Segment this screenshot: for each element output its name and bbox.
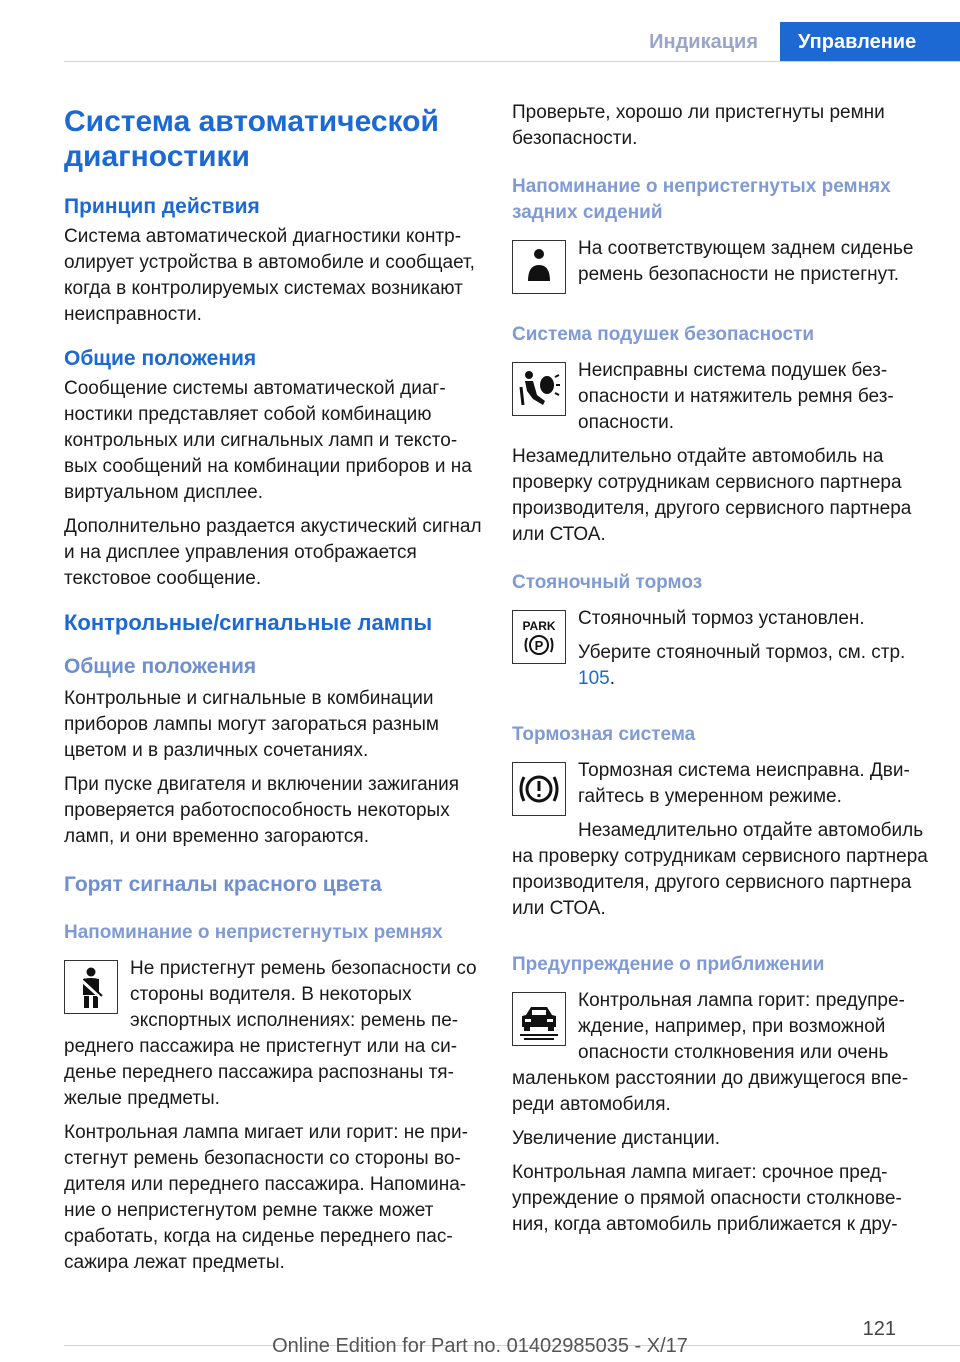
parking-brake-text-1: Стояночный тормоз установлен. bbox=[578, 608, 865, 629]
page-title: Система автоматической диагностики bbox=[64, 105, 439, 173]
seatbelt-person-icon bbox=[64, 960, 118, 1014]
svg-text:P: P bbox=[534, 638, 544, 653]
heading-principle: Принцип действия bbox=[64, 195, 260, 218]
lamps-text-2: При пуске двигателя и включении зажигания проверяется работоспособность некоторых ламп, и они временно загораются. bbox=[64, 774, 460, 847]
check-belts-text: Проверьте, хорошо ли пристегнуты ремни безопасности. bbox=[512, 102, 885, 149]
tab-control[interactable]: Управление bbox=[780, 22, 960, 62]
seatbelt-text-1: Не пристегнут ремень безопасности со стороны водителя. В некоторых экспортных исполнениях: ремень переднего пассажира не пристегнут или на сиденье переднего пассажира распознаны тяжелые предметы. bbox=[64, 958, 477, 1109]
park-brake-icon bbox=[512, 610, 566, 664]
footer-edition: Online Edition for Part no. 01402985035 - X/17 bbox=[272, 1335, 688, 1357]
heading-general: Общие положения bbox=[64, 347, 257, 370]
brake-text-1: Тормозная система неисправна. Двигайтесь в умеренном режиме. bbox=[578, 760, 910, 807]
heading-approach-warning: Предупреждение о приближении bbox=[512, 954, 825, 975]
right-column bbox=[512, 100, 930, 1246]
general-text-2: Дополнительно раздается акустический сигнал и на дисплее управления отображается текстовое сообщение. bbox=[64, 516, 482, 589]
header-tabs bbox=[627, 22, 960, 62]
heading-airbag: Система подушек безопасности bbox=[512, 324, 814, 345]
seatbelt-text-2: Контрольная лампа мигает или горит: не пристегнут ремень безопасности со стороны водителя или переднего пассажира. Напоминание о непристегнутом ремне также может сработать, когда на сиденье переднего пассажира лежат предметы. bbox=[64, 1122, 468, 1273]
heading-seatbelt-reminder: Напоминание о непристегнутых ремнях bbox=[64, 922, 443, 943]
tab-indication[interactable]: Индикация bbox=[627, 22, 780, 62]
left-column bbox=[64, 100, 482, 1284]
lamps-text-1: Контрольные и сигнальные в комбинации приборов лампы могут загораться разным цветом и в различных сочетаниях. bbox=[64, 688, 439, 761]
airbag-text-2: Незамедлительно отдайте автомобиль на проверку сотрудникам сервисного партнера производителя, другого сервисного партнера или СТОА. bbox=[512, 446, 912, 545]
principle-text: Система автоматической диагностики контролирует устройства в автомобиле и сообщает, когда в контролируемых системах возникают неисправности. bbox=[64, 226, 475, 325]
heading-lamps: Контрольные/сигнальные лампы bbox=[64, 610, 433, 635]
parking-brake-period: . bbox=[609, 668, 615, 689]
heading-rear-belts: Напоминание о непристегнутых ремнях задних сидений bbox=[512, 176, 891, 223]
heading-parking-brake: Стояночный тормоз bbox=[512, 572, 703, 593]
page-105-link[interactable]: 105 bbox=[578, 668, 610, 689]
heading-brake-system: Тормозная система bbox=[512, 724, 696, 745]
page-number: 121 bbox=[862, 1318, 896, 1340]
heading-red-signals: Горят сигналы красного цвета bbox=[64, 873, 382, 896]
seatbelt-block bbox=[64, 956, 482, 1120]
park-brake-label: PARK bbox=[522, 619, 556, 633]
approach-text-3: Контрольная лампа мигает: срочное предупреждение о прямой опасности столкновения, когда автомобиль приближается к дру- bbox=[512, 1162, 902, 1235]
header-divider bbox=[64, 61, 960, 62]
rear-seat-person-icon bbox=[512, 240, 566, 294]
general-text-1: Сообщение системы автоматической диагностики представляет собой комбинацию контрольных или сигнальных ламп и текстовых сообщений на комбинации приборов и на виртуальном дисплее. bbox=[64, 378, 472, 503]
heading-lamps-general: Общие положения bbox=[64, 655, 257, 678]
approach-text-1: Контрольная лампа горит: предупреждение, например, при возможной опасности столкновения или очень маленьком расстоянии до движущегося впереди автомобиля. bbox=[512, 990, 909, 1115]
airbag-icon bbox=[512, 362, 566, 416]
collision-warning-car-icon bbox=[512, 992, 566, 1046]
parking-brake-text-2 bbox=[512, 640, 930, 692]
rear-belt-block bbox=[512, 236, 930, 300]
airbag-text-1: Неисправны система подушек безопасности и натяжитель ремня безопасности. bbox=[578, 360, 894, 433]
brake-system-block bbox=[512, 758, 930, 930]
rear-belt-text: На соответствующем заднем сиденье ремень безопасности не пристегнут. bbox=[578, 238, 914, 285]
approach-warning-block bbox=[512, 988, 930, 1126]
parking-brake-block bbox=[512, 606, 930, 700]
airbag-block bbox=[512, 358, 930, 444]
brake-warning-icon bbox=[512, 762, 566, 816]
brake-text-2: Незамедлительно отдайте автомобиль на проверку сотрудникам сервисного партнера производителя, другого сервисного партнера или СТОА. bbox=[512, 820, 928, 919]
approach-text-2: Увеличение дистанции. bbox=[512, 1128, 721, 1149]
parking-brake-ref-text: Уберите стояночный тормоз, см. стр. bbox=[578, 642, 906, 663]
